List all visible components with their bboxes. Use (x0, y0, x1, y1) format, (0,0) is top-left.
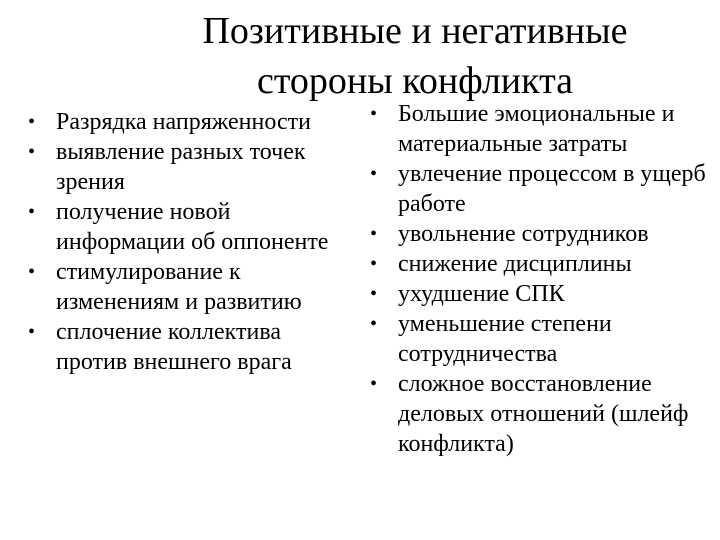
list-item-text: уменьшение степени сотрудничества (398, 311, 612, 367)
list-item (368, 249, 713, 279)
bullet-icon: • (370, 373, 378, 395)
list-item-text: ухудшение СПК (398, 281, 565, 307)
list-item (26, 107, 346, 137)
list-item-text: получение новой информации об оппоненте (56, 199, 329, 255)
list-item (368, 309, 713, 369)
positive-sides-list (26, 107, 346, 377)
list-item-text: снижение дисциплины (398, 251, 632, 277)
list-item-text: сплочение коллектива против внешнего врага (56, 319, 292, 375)
list-item-text: сложное восстановление деловых отношений (шлейф конфликта) (398, 371, 689, 457)
list-item (368, 159, 713, 219)
bullet-icon: • (370, 313, 378, 335)
list-item-text: увольнение сотрудников (398, 221, 649, 247)
bullet-icon: • (28, 201, 36, 223)
bullet-icon: • (370, 223, 378, 245)
list-item (368, 219, 713, 249)
list-item (26, 257, 346, 317)
bullet-icon: • (370, 163, 378, 185)
negative-sides-list (368, 99, 713, 459)
bullet-icon: • (28, 261, 36, 283)
list-item (368, 369, 713, 459)
list-item (26, 317, 346, 377)
slide-title (150, 6, 680, 106)
list-item (26, 137, 346, 197)
bullet-icon: • (370, 253, 378, 275)
slide-title-line-2: стороны конфликта (256, 60, 574, 102)
bullet-icon: • (28, 141, 36, 163)
list-item-text: увлечение процессом в ущерб работе (398, 161, 706, 217)
list-item-text: стимулирование к изменениям и развитию (56, 259, 302, 315)
bullet-icon: • (370, 283, 378, 305)
list-item-text: Большие эмоциональные и материальные затраты (398, 101, 675, 157)
bullet-icon: • (28, 321, 36, 343)
slide-title-line-1: Позитивные и негативные (202, 10, 628, 52)
bullet-icon: • (28, 111, 36, 133)
list-item-text: выявление разных точек зрения (56, 139, 306, 195)
list-item (368, 99, 713, 159)
list-item-text: Разрядка напряженности (56, 109, 311, 135)
list-item (368, 279, 713, 309)
list-item (26, 197, 346, 257)
bullet-icon: • (370, 103, 378, 125)
